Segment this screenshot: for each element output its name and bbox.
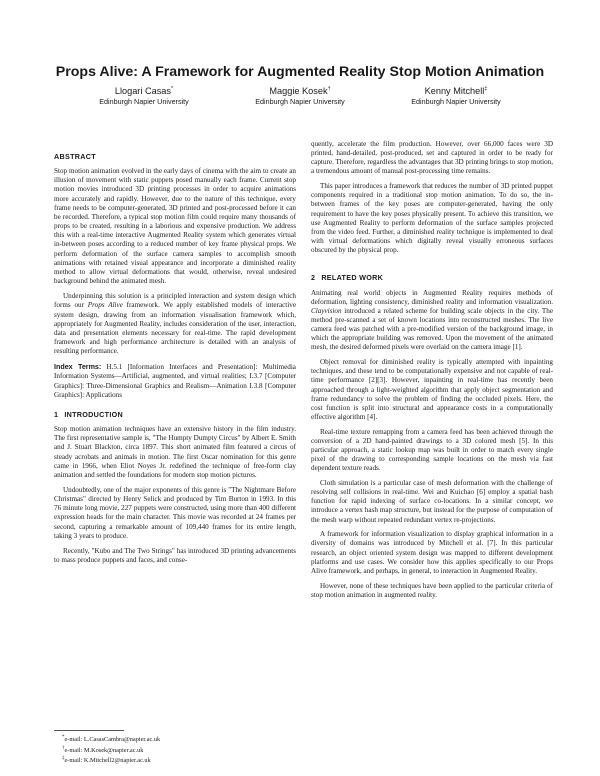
author-name: Llogari Casas* [114,86,174,97]
section-heading-related-work: 2 RELATED WORK [311,273,384,283]
footnotes [54,730,296,766]
body-paragraph: Stop motion animation techniques have an extensive history in the film industry. The first representative sample is, "The Humpty Dumpty Circus" by Albert E. Smith and J. Stuart Blackton, circa 1897. This short animated film featured a circus of steady acrobats and animals in motion. The first Oscar nomination for this genre came in 1966, when Eliot Noyes Jr. redefined the technique of free-form clay animation and settled the foundations for modern stop motion pictures. [54,425,296,479]
author-2 [220,86,380,106]
body-paragraph: Recently, "Kubo and The Two Strings" has introduced 3D printing advancements to mass produce puppets and faces, and conse- [54,546,296,565]
abstract-paragraph: Underpinning this solution is a principled interaction and system design which forms our Props Alive framework. We apply established models of interactive system design, drawing from an information visualisation framework which, appropriately for Augmented Reality, includes consideration of the user, interaction, data and presentation elements necessary for real-time. The rapid development framework and high performance architecture is detailed with an analysis of resulting performance. [54,292,296,356]
left-column [54,152,296,565]
index-terms: Index Terms: H.5.1 [Information Interfaces and Presentation]: Multimedia Information Systems—Artificial, augmented, and virtual realities; I.3.7 [Computer Graphics]: Three-Dimensional Graphics and Realism—Animation I.3.8 [Computer Graphics]: Applications [54,363,296,399]
abstract-paragraph: Stop motion animation evolved in the early days of cinema with the aim to create an illusion of movement with static puppets posed manually each frame. Current stop motion movies introduced 3D printing processes in order to acquire animations more accurately and rapidly. However, due to the nature of this technique, every frame needs to be computer-generated, 3D printed and post-processed before it can be recorded. Therefore, a typical stop motion film could require many thousands of props to be created, resulting in a laborious and expensive production. We address this with a real-time interactive Augmented Reality system which generates virtual in-between poses according to a reduced number of key frame physical props. We perform deformation of the surface camera samples to accomplish smooth animations with retained visual appearance and incorporate a diminished reality method to allow virtual deformations that would, otherwise, reveal undesired background behind the animated mesh. [54,167,296,286]
body-paragraph: Animating real world objects in Augmented Reality requires methods of deformation, lighting consistency, diminished reality and information visualization. Clayvision introduced a related scheme for building scale objects in the city. The method pre-scanned a set of known locations into reconstructed meshes. The live camera feed was patched with a pre-modified version of the background image, in which the appropriate building was removed. Upon the movement of the animated mesh, the desired deformed pixels were overlaid on the camera image [1]. [311,288,553,352]
footnote: *e-mail: L.CasasCambra@napier.ac.uk [62,735,161,744]
footnote-rule [54,730,124,731]
body-paragraph: quently, accelerate the film production. However, over 66,000 faces were 3D printed, hand-detailed, post-produced, set and captured in order to be ready for capture. Therefore, regardless the advantages that 3D printing brings to stop motion, a tremendous amount of manual post-processing time remains. [311,140,553,176]
body-paragraph: Object removal for diminished reality is typically attempted with inpainting techniques, and these tend to be computationally expensive and not capable of real-time performance [2][3]. However, inpainting in real-time has recently been approached through a light-weighted algorithm that apply object segmentation and frame redundancy to solve the problem of finding the occluded pixels. Here, the cost function is split into structural and appearance costs in a computationally effective algorithm [4]. [311,358,553,422]
author-affiliation: Edinburgh Napier University [99,97,189,107]
section-heading-introduction: 1 INTRODUCTION [54,409,124,419]
footnote: ‡e-mail: K.Mitchell2@napier.ac.uk [62,756,151,765]
author-3 [376,86,536,106]
paper-title: Props Alive: A Framework for Augmented Reality Stop Motion Animation [55,64,545,80]
body-paragraph: Cloth simulation is a particular case of mesh deformation with the challenge of resolving self collisions in real-time. Wei and Kuichao [6] employ a spatial hash function for rapid indexing of surface co-locations. In a similar concept, we introduce a vertex hash map structure, but instead for the purpose of computation of the mesh warp without repeated redundant vertex re-projections. [311,479,553,524]
body-paragraph: A framework for information visualization to display graphical information in a diversity of domains was introduced by Mitchell et al. [7]. In this particular research, an object oriented system design was mapped to different development platforms and use cases. We consider how this applies specifically to our Props Alive framework, and perhaps, in general, to interaction in Augmented Reality. [311,530,553,575]
abstract-heading: ABSTRACT [54,152,96,161]
footnote: †e-mail: M.Kosek@napier.ac.uk [62,745,144,754]
author-1 [64,86,224,106]
author-name: Kenny Mitchell‡ [424,86,488,97]
author-affiliation: Edinburgh Napier University [411,97,501,107]
body-paragraph: This paper introduces a framework that reduces the number of 3D printed puppet components required in a traditional stop motion animation. To do so, the in-between frames of the key poses are computer-generated, having the only requirement to have the key poses physically present. To achieve this transition, we use Augmented Reality to perform deformation of the surface samples projected from the video feed. Further, a diminished reality technique is implemented to deal with virtual deformations which digitally reveal visually erroneous surfaces obscured by the physical prop. [311,182,553,255]
author-name: Maggie Kosek† [269,86,331,97]
body-paragraph: However, none of these techniques have been applied to the particular criteria of stop motion animation in augmented reality. [311,581,553,599]
body-paragraph: Real-time texture remapping from a camera feed has been achieved through the conversion of a 2D hand-painted drawings to a 3D colored mesh [5]. In this particular approach, a static lookup map was built in order to match every single pixel of the drawing to corresponding sample locations on the mesh via fast dependent texture reads. [311,427,553,473]
right-column [311,140,553,600]
body-paragraph: Undoubtedly, one of the major exponents of this genre is "The Nightmare Before Christmas" directed by Henry Selick and produced by Tim Burton in 1993. In this 76 minute long movie, 227 puppets were constructed, using more than 400 different expression heads for the main character. This movie was recorded at 24 frames per second, capturing a remarkable amount of 109,440 frames for its entire length, taking 3 years to produce. [54,486,296,540]
author-affiliation: Edinburgh Napier University [255,97,345,107]
